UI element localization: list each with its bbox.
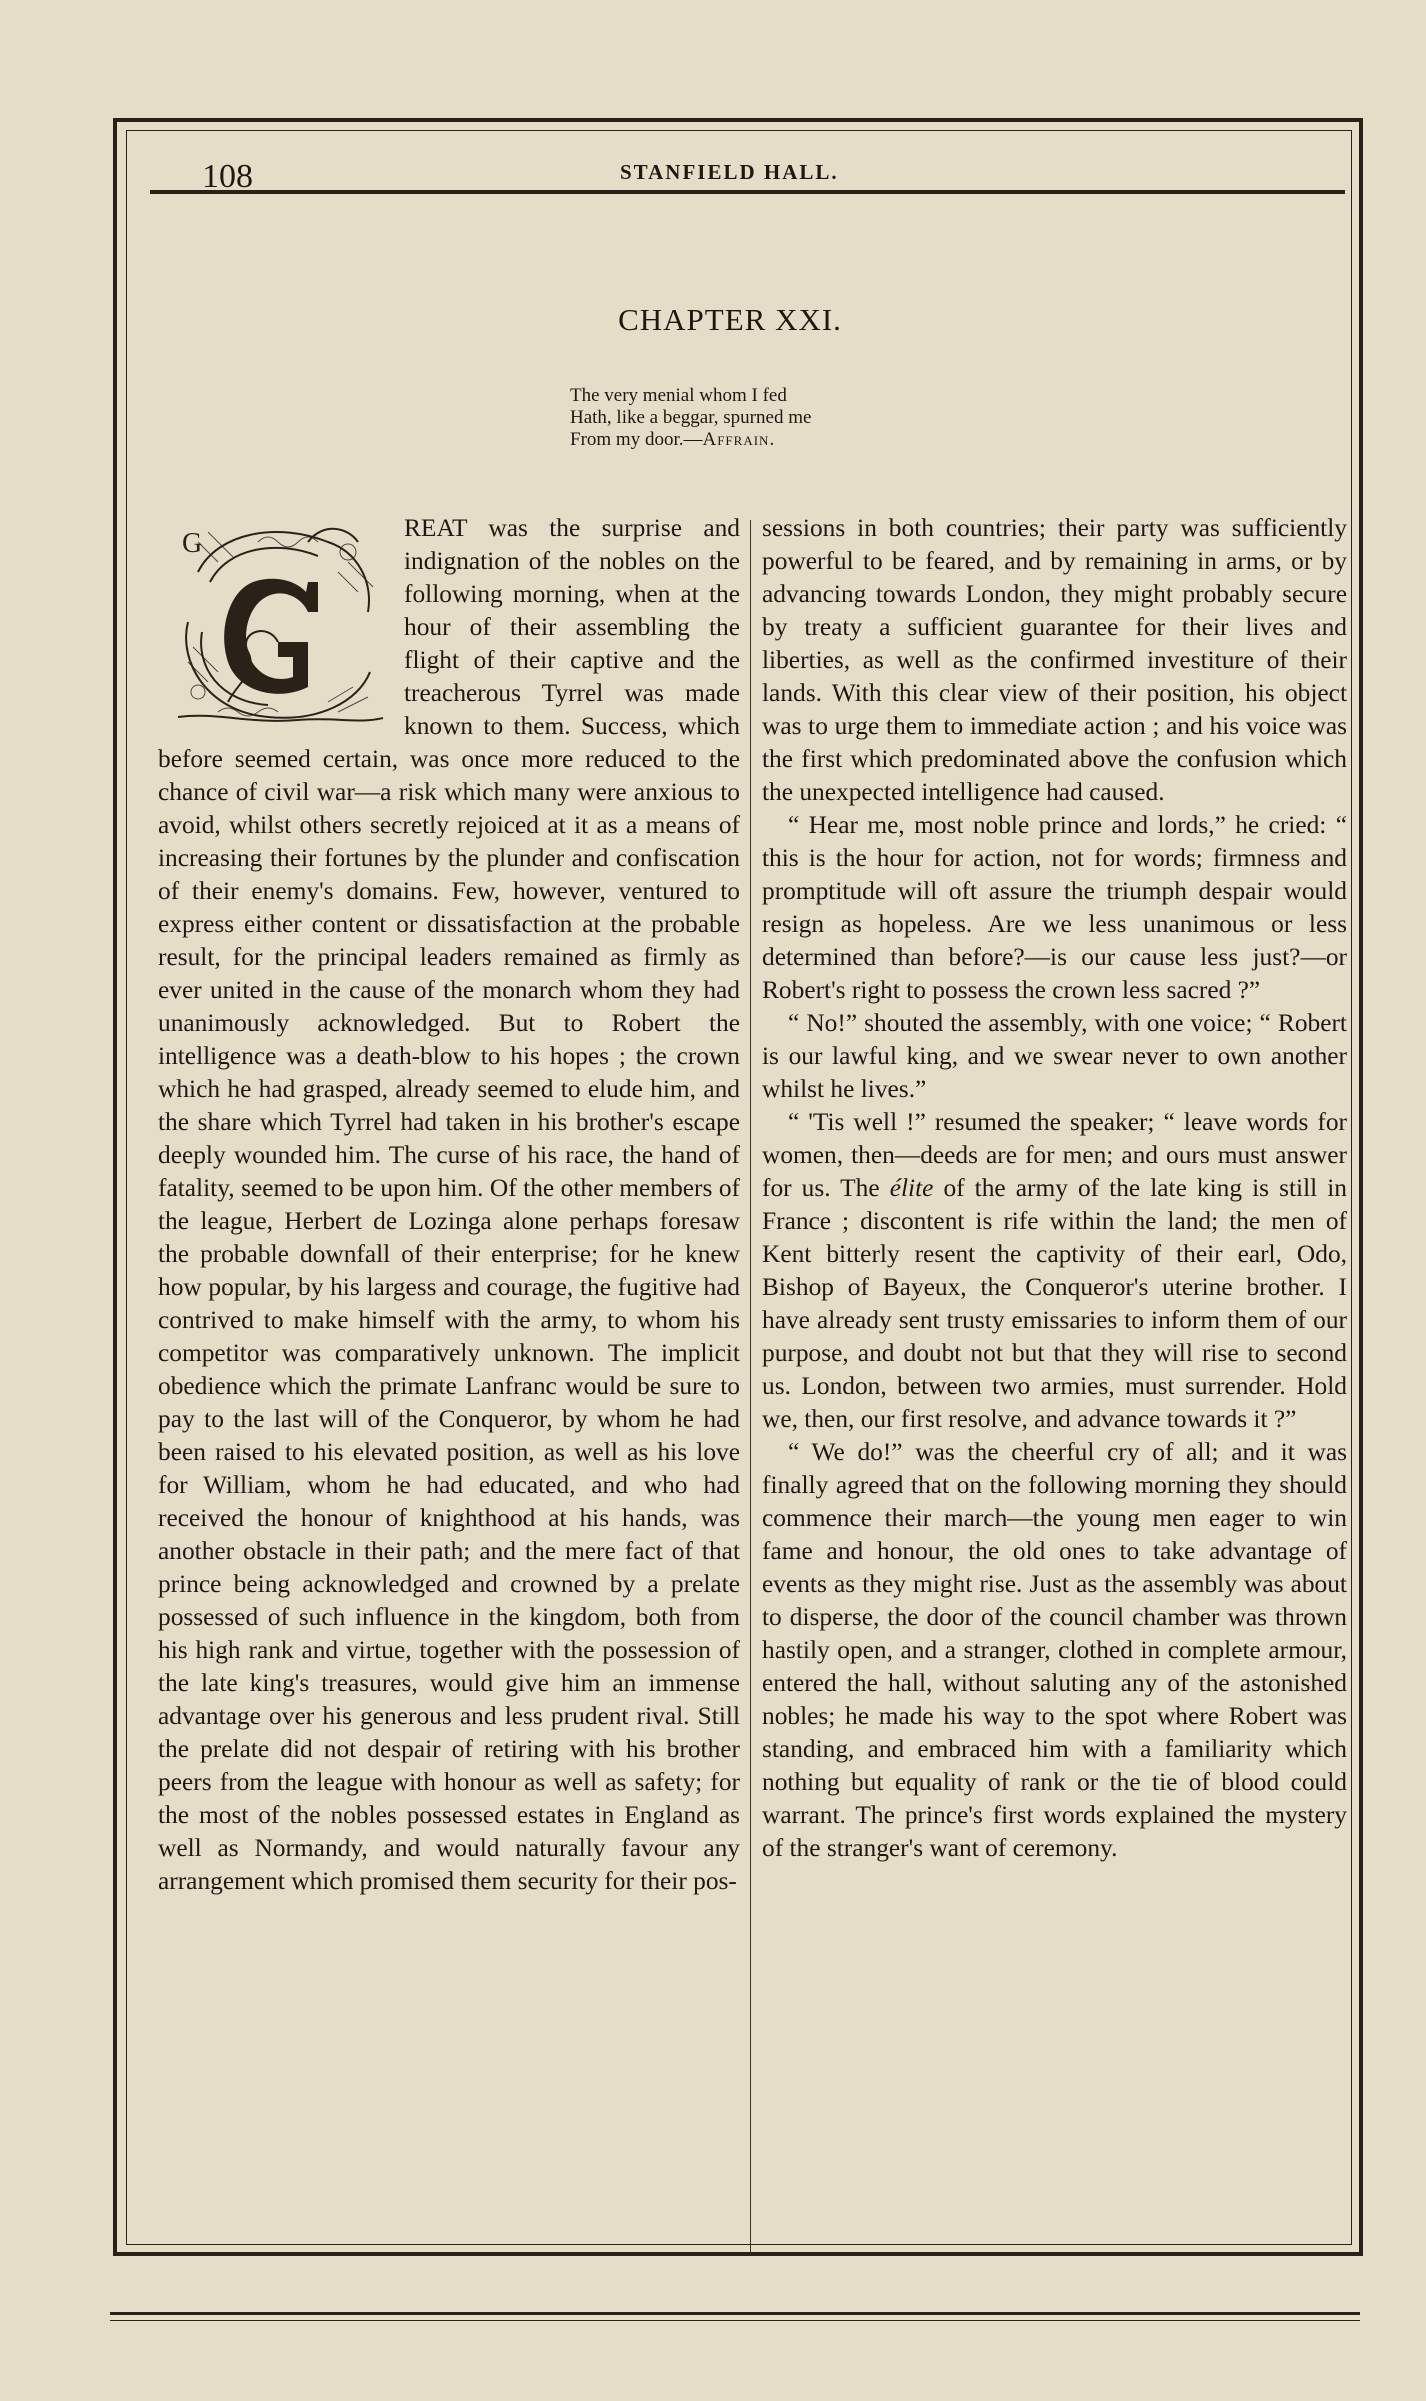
page-number: 108 (202, 158, 253, 195)
right-column (762, 512, 1347, 1865)
paragraph-right-5: “ We do!” was the cheerful cry of all; and it was finally agreed that on the following morning they should commence their march—the young men eager to win fame and honour, the old ones to take advantage of events as they might rise. Just as the assembly was about to disperse, the door of the council chamber was thrown hastily open, and a stranger, clothed in complete armour, entered the hall, without saluting any of the astonished nobles; he made his way to the spot where Robert was standing, and embraced him with a familiarity which nothing but equality of rank or the tie of blood could warrant. The prince's first words explained the mystery of the stranger's want of ceremony. (762, 1438, 1347, 1862)
epigraph-line-2: Hath, like a beggar, spurned me (570, 407, 812, 428)
ornamental-dropcap (158, 512, 398, 732)
paragraph-right-1: sessions in both countries; their party was sufficiently powerful to be feared, and by remaining in arms, or by advancing towards London, they might probably secure by treaty a sufficient guarantee for their lives and liberties, as well as the confirmed investiture of their lands. With this clear view of their position, his object was to urge them to immediate action ; and his voice was the first which predominated above the confusion which the unexpected intelligence had caused. (762, 514, 1347, 806)
bottom-rule-thin (110, 2320, 1360, 2321)
paragraph-right-4 (762, 1106, 1347, 1436)
paragraph-right-4-part-a: “ 'Tis well !” resumed the speaker; “ leave words for women, then—deeds are for men; and ours must answer for us. The (762, 1108, 1347, 1202)
bottom-rule (110, 2312, 1360, 2315)
left-column (158, 512, 740, 1898)
epigraph-line-3 (570, 429, 811, 451)
dropcap-letter: G (182, 528, 203, 559)
paragraph-right-4-part-b: of the army of the late king is still in France ; discontent is rife within the land; the men of Kent bitterly resent the captivity of their earl, Odo, Bishop of Bayeux, the Conqueror's uterine brother. I have already sent trusty emissaries to inform them of our purpose, and doubt not but that they will rise to second us. London, between two armies, must surrender. Hold we, then, our first resolve, and advance towards it ?” (762, 1174, 1347, 1433)
column-divider (750, 520, 751, 2255)
running-title: STANFIELD HALL. (620, 160, 839, 184)
paragraph-right-2: “ Hear me, most noble prince and lords,” he cried: “ this is the hour for action, not for words; firmness and promptitude will oft assure the triumph despair would resign as hopeless. Are we less unanimous or less determined than before?—is our cause less just?—or Robert's right to possess the crown less sacred ?” (762, 811, 1347, 1004)
chapter-title: CHAPTER XXI. (618, 302, 842, 337)
paragraph-right-3: “ No!” shouted the assembly, with one voice; “ Robert is our lawful king, and we swear never to own another whilst he lives.” (762, 1009, 1347, 1103)
elite-word: élite (889, 1174, 934, 1202)
header-rule (150, 190, 1345, 194)
paragraph-left-opening: REAT was the surprise and indignation of the nobles on the following morning, when at the hour of their assembling the flight of their captive and the treacherous Tyrrel was made known to them. Success, which before seemed certain, was once more reduced to the chance of civil war—a risk which many were anxious to avoid, whilst others secretly rejoiced at it as a means of increasing their fortunes by the plunder and confiscation of their enemy's domains. Few, however, ventured to express either content or dissatisfaction at the probable result, for the principal leaders remained as firmly as ever united in the cause of the monarch whom they had unanimously acknowledged. But to Robert the intelligence was a death-blow to his hopes ; the crown which he had grasped, already seemed to elude him, and the share which Tyrrel had taken in his brother's escape deeply wounded him. The curse of his race, the hand of fatality, seemed to be upon him. Of the other members of the league, Herbert de Lozinga alone perhaps foresaw the probable downfall of their enterprise; for he knew how popular, by his largess and courage, the fugitive had contrived to make himself with the army, to whom his competitor was comparatively unknown. The implicit obedience which the primate Lanfranc would be sure to pay to the last will of the Conqueror, by whom he had been raised to his elevated position, as well as his love for William, whom he had educated, and who had received the honour of knighthood at his hands, was another obstacle in their path; and the mere fact of that prince being acknowledged and crowned by a prelate possessed of such influence in the kingdom, both from his high rank and virtue, together with the possession of the late king's treasures, would give him an immense advantage over his generous and less prudent rival. Still the prelate did not despair of retiring with his brother peers from the league with honour as well as safety; for the most of the nobles possessed estates in England as well as Normandy, and would naturally favour any arrangement which promised them security for their pos- (158, 514, 740, 1895)
epigraph-attribution: Affrain. (702, 429, 776, 450)
epigraph (570, 385, 811, 451)
epigraph-line-1: The very menial whom I fed (570, 385, 787, 406)
epigraph-line-3-text: From my door.— (570, 429, 703, 450)
ornamental-initial-icon (158, 512, 398, 732)
